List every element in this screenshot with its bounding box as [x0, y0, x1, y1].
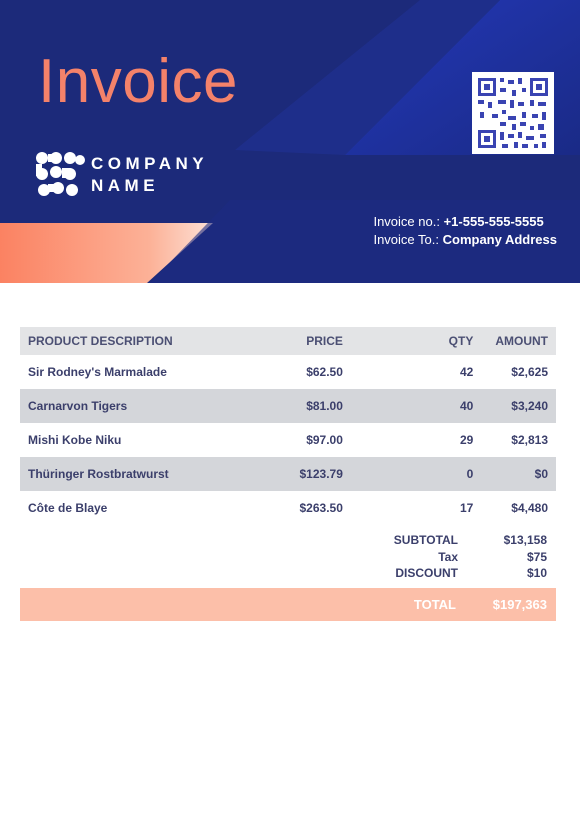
column-header-price: PRICE: [245, 327, 351, 355]
dots-logo-icon: [34, 150, 86, 202]
table-row: [20, 423, 556, 457]
subtotal-row: [360, 532, 556, 549]
invoice-number-value: +1-555-555-5555: [443, 214, 544, 229]
column-header-description: PRODUCT DESCRIPTION: [20, 327, 245, 355]
row-description: Mishi Kobe Niku: [28, 433, 122, 447]
row-amount: $4,480: [511, 501, 548, 515]
table-row: [20, 355, 556, 389]
row-qty: 29: [459, 433, 474, 447]
invoice-title: Invoice: [38, 47, 238, 116]
row-price: $81.00: [245, 389, 351, 423]
invoice-header: [0, 0, 580, 283]
row-price: $97.00: [306, 433, 343, 447]
row-qty: 0: [351, 457, 487, 491]
invoice-number-row: [373, 213, 557, 231]
subtotal-value: $13,158: [503, 533, 547, 548]
discount-value: $10: [526, 566, 547, 581]
row-qty: 17: [459, 501, 474, 515]
row-description: Carnarvon Tigers: [20, 389, 245, 423]
tax-row: [360, 549, 556, 566]
row-price: $263.50: [299, 501, 343, 515]
row-price: $123.79: [245, 457, 351, 491]
row-amount: $3,240: [487, 389, 556, 423]
line-items-table: [20, 327, 556, 525]
table-header-row: [20, 327, 556, 355]
table-row: [20, 457, 556, 491]
row-description: Sir Rodney's Marmalade: [28, 365, 167, 379]
table-row: [20, 491, 556, 525]
row-amount: $0: [487, 457, 556, 491]
row-amount: $2,813: [511, 433, 548, 447]
tax-value: $75: [526, 549, 547, 564]
discount-row: [360, 565, 556, 582]
row-description: Côte de Blaye: [28, 501, 108, 515]
total-bar: [20, 588, 556, 621]
total-value: $197,363: [492, 597, 547, 612]
column-header-qty: QTY: [351, 327, 487, 355]
company-name-line1: COMPANY: [91, 154, 209, 173]
table-row: [20, 389, 556, 423]
discount-label: DISCOUNT: [395, 566, 458, 581]
company-name-line2: NAME: [91, 176, 160, 195]
invoice-to-value: Company Address: [442, 232, 557, 247]
row-qty: 40: [351, 389, 487, 423]
row-amount: $2,625: [511, 365, 548, 379]
subtotal-label: SUBTOTAL: [393, 533, 458, 548]
row-description: Thüringer Rostbratwurst: [20, 457, 245, 491]
total-label: TOTAL: [413, 597, 456, 612]
tax-label: Tax: [438, 549, 458, 564]
invoice-to-label: Invoice To.:: [373, 232, 439, 247]
row-price: $62.50: [306, 365, 343, 379]
invoice-to-row: [373, 231, 557, 249]
row-qty: 42: [459, 365, 474, 379]
company-name: [91, 153, 208, 197]
invoice-number-label: Invoice no.:: [373, 214, 440, 229]
summary-block: [360, 532, 556, 582]
qr-code-icon: [472, 72, 554, 154]
column-header-amount: AMOUNT: [487, 327, 556, 355]
invoice-meta: [373, 213, 557, 249]
